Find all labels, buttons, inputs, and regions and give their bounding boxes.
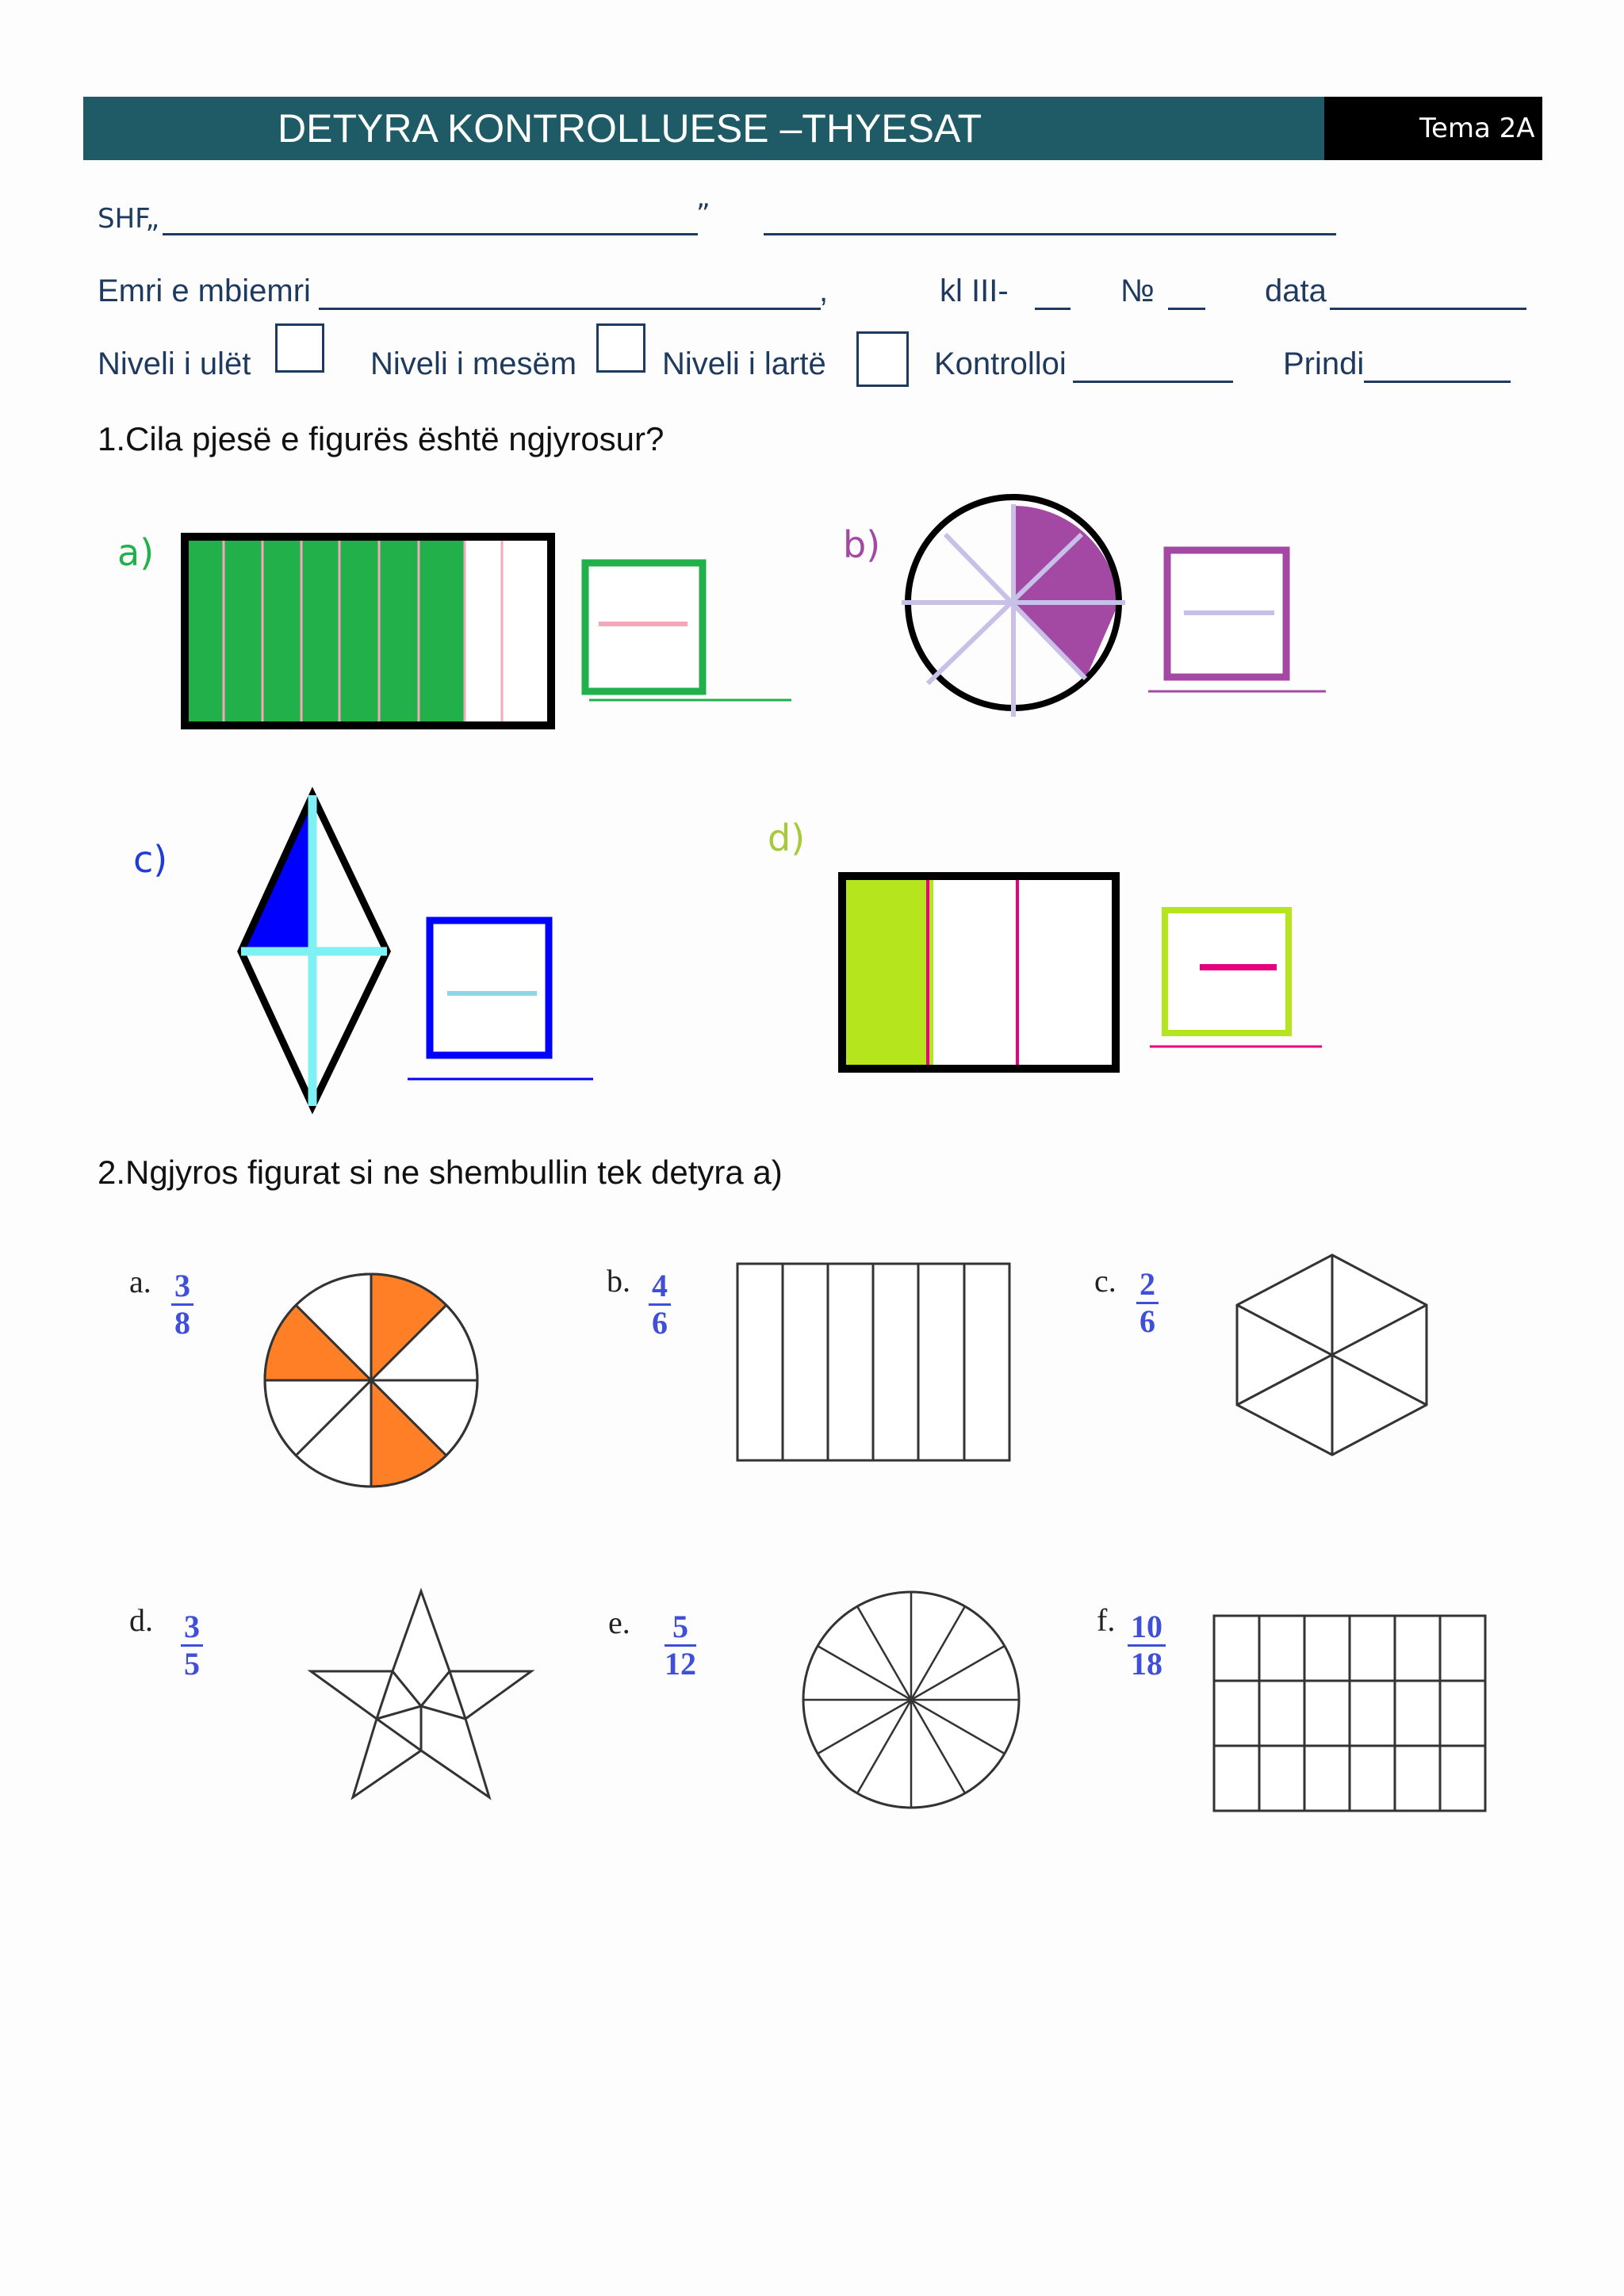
- q1d-rectangle-figure: [838, 872, 1120, 1073]
- q2b-numerator: 4: [649, 1269, 671, 1306]
- q2c-denominator: 6: [1139, 1303, 1155, 1339]
- q2f-denominator: 18: [1131, 1646, 1162, 1682]
- q2b-fraction: [649, 1269, 671, 1341]
- q2d-label: d.: [129, 1602, 153, 1638]
- class-label: kl III-: [940, 274, 1009, 308]
- q2d-star-figure[interactable]: [308, 1587, 534, 1805]
- date-label: data: [1265, 274, 1327, 308]
- q2f-grid-figure[interactable]: [1212, 1614, 1488, 1814]
- q1c-label: c): [133, 838, 168, 881]
- page-title: DETYRA KONTROLLUESE –THYESAT: [278, 106, 982, 151]
- q2b-denominator: 6: [652, 1305, 668, 1341]
- topic-tag-label: Tema 2A: [1419, 113, 1535, 144]
- level-high-label: Niveli i lartë: [662, 346, 826, 381]
- q2c-label: c.: [1094, 1263, 1116, 1299]
- q2c-numerator: 2: [1136, 1267, 1159, 1304]
- school-extra-field[interactable]: [764, 233, 1336, 235]
- q2a-label: a.: [129, 1264, 151, 1299]
- q2f-numerator: 10: [1128, 1609, 1166, 1647]
- name-comma: ,: [819, 274, 829, 308]
- q2e-denominator: 12: [665, 1646, 696, 1682]
- number-field[interactable]: [1168, 308, 1205, 310]
- school-quote-close: ”: [696, 198, 710, 230]
- q1a-rectangle-figure: [181, 533, 555, 729]
- name-field[interactable]: [319, 308, 821, 310]
- level-mid-checkbox[interactable]: [596, 323, 645, 373]
- name-label: Emri e mbiemri: [98, 274, 311, 308]
- q2e-numerator: 5: [665, 1609, 696, 1647]
- school-field[interactable]: [163, 233, 698, 235]
- q2e-label: e.: [608, 1605, 630, 1640]
- school-label: SHF„: [98, 203, 160, 235]
- class-field[interactable]: [1035, 308, 1071, 310]
- q2b-rectangle-figure[interactable]: [736, 1262, 1012, 1463]
- level-low-checkbox[interactable]: [275, 323, 324, 373]
- q2c-fraction: [1136, 1267, 1159, 1339]
- checked-by-field[interactable]: [1073, 381, 1233, 383]
- number-label: №: [1120, 274, 1155, 308]
- question-2-text: 2.Ngjyros figurat si ne shembullin tek detyra a): [98, 1154, 783, 1191]
- checked-by-label: Kontrolloi: [934, 346, 1067, 381]
- parent-field[interactable]: [1364, 381, 1511, 383]
- q1b-label: b): [843, 523, 881, 566]
- q1b-circle-figure: [898, 501, 1129, 721]
- q2a-numerator: 3: [171, 1269, 193, 1306]
- level-low-label: Niveli i ulët: [98, 346, 251, 381]
- q2a-fraction: [171, 1269, 193, 1341]
- level-high-checkbox[interactable]: [856, 331, 909, 387]
- q2d-fraction: [181, 1609, 203, 1682]
- q2d-denominator: 5: [184, 1646, 200, 1682]
- q1d-label: d): [768, 817, 806, 859]
- q1d-answer-box[interactable]: [1146, 905, 1328, 1052]
- q2a-circle-figure[interactable]: [262, 1271, 481, 1490]
- q1b-answer-box[interactable]: [1146, 545, 1328, 696]
- q2c-hexagon-figure[interactable]: [1235, 1253, 1430, 1459]
- parent-label: Prindi: [1283, 346, 1365, 381]
- q2d-numerator: 3: [181, 1609, 203, 1647]
- question-1-text: 1.Cila pjesë e figurës është ngjyrosur?: [98, 420, 665, 457]
- q1a-answer-box[interactable]: [581, 559, 795, 706]
- q1c-rhombus-figure: [235, 789, 393, 1110]
- q2f-label: f.: [1097, 1602, 1116, 1638]
- q2f-fraction: [1128, 1609, 1166, 1682]
- q1a-label: a): [117, 531, 155, 574]
- date-field[interactable]: [1330, 308, 1526, 310]
- q2a-denominator: 8: [174, 1305, 190, 1341]
- level-mid-label: Niveli i mesëm: [370, 346, 577, 381]
- q2b-label: b.: [607, 1263, 630, 1299]
- q1c-answer-box[interactable]: [406, 916, 596, 1082]
- q2e-fraction: [665, 1609, 696, 1682]
- q2e-circle-figure[interactable]: [801, 1588, 1021, 1812]
